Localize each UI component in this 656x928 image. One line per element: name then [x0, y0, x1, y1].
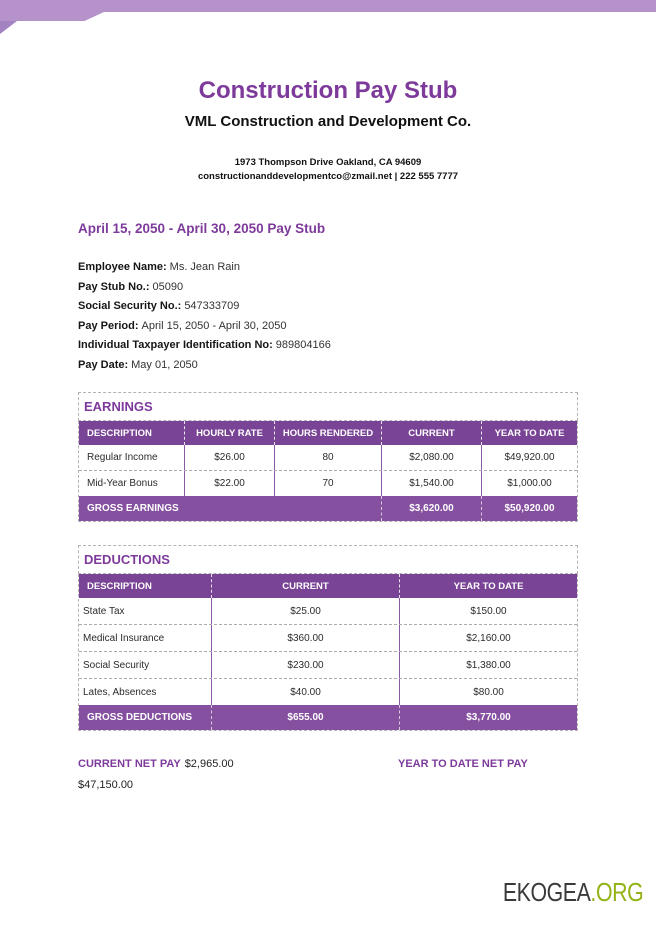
taxpayer-id-value: 989804166 [275, 339, 331, 351]
earnings-cell-current: $2,080.00 [381, 445, 481, 470]
gross-earnings-label: GROSS EARNINGS [87, 503, 179, 514]
deductions-header-current: CURRENT [211, 574, 399, 598]
social-security-row [78, 297, 578, 317]
pay-period-row [78, 317, 578, 337]
deductions-cell-description: State Tax [83, 605, 125, 617]
earnings-header-hours-rendered: HOURS RENDERED [274, 421, 381, 445]
net-pay-line-1 [78, 757, 578, 772]
earnings-cell-current: $1,540.00 [381, 471, 481, 496]
gross-deductions-current: $655.00 [211, 705, 399, 730]
earnings-table [78, 421, 578, 522]
current-net-pay-value: $2,965.00 [184, 758, 234, 770]
taxpayer-id-row [78, 336, 578, 356]
pay-date-value: May 01, 2050 [131, 358, 198, 371]
deductions-table [78, 574, 578, 731]
deductions-header-row [79, 574, 577, 598]
earnings-header-current: CURRENT [381, 421, 481, 445]
deductions-header-year-to-date: YEAR TO DATE [399, 574, 577, 598]
deductions-cell-current: $230.00 [211, 652, 399, 678]
pay-stub-no-label: Pay Stub No.: [78, 280, 150, 293]
earnings-header-hourly-rate: HOURLY RATE [184, 421, 274, 445]
company-address: 1973 Thompson Drive Oakland, CA 94609 [234, 157, 422, 168]
earnings-section-label: EARNINGS [84, 399, 153, 414]
gross-earnings-ytd: $50,920.00 [481, 496, 577, 521]
deductions-cell-description: Medical Insurance [83, 632, 165, 644]
earnings-section [78, 392, 578, 522]
earnings-header-description: DESCRIPTION [87, 428, 152, 439]
footer-brand-name: EKOGEA [502, 877, 591, 907]
deductions-row-social-security [79, 651, 577, 678]
earnings-cell-description: Regular Income [87, 452, 158, 463]
earnings-header-row [79, 421, 577, 445]
earnings-header-year-to-date: YEAR TO DATE [481, 421, 577, 445]
gross-deductions-label: GROSS DEDUCTIONS [87, 712, 193, 723]
earnings-cell-ytd: $49,920.00 [481, 445, 577, 470]
deductions-cell-ytd: $150.00 [399, 598, 577, 624]
deductions-cell-description: Lates, Absences [83, 686, 157, 698]
earnings-label-box [78, 392, 578, 421]
footer-brand-tld: .ORG [590, 877, 643, 907]
pay-period-label: Pay Period: [78, 319, 139, 332]
ytd-net-pay-value: $47,150.00 [78, 779, 134, 791]
deductions-section [78, 545, 578, 731]
deductions-cell-description: Social Security [83, 659, 150, 671]
net-pay-summary [78, 757, 578, 793]
earnings-cell-hourly-rate: $26.00 [184, 445, 274, 470]
taxpayer-id-label: Individual Taxpayer Identification No: [78, 339, 273, 351]
deductions-row-medical-insurance [79, 624, 577, 651]
social-security-value: 547333709 [184, 300, 240, 312]
social-security-label: Social Security No.: [78, 300, 182, 312]
gross-deductions-row [79, 705, 577, 730]
deductions-row-state-tax [79, 598, 577, 624]
earnings-cell-hours: 70 [274, 471, 381, 496]
gross-earnings-row [79, 496, 577, 521]
earnings-row-mid-year-bonus [79, 470, 577, 496]
earnings-cell-hourly-rate: $22.00 [184, 471, 274, 496]
pay-period-heading: April 15, 2050 - April 30, 2050 Pay Stub [78, 221, 326, 236]
employee-name-label: Employee Name: [78, 261, 167, 273]
gross-deductions-ytd: $3,770.00 [399, 705, 577, 730]
pay-stub-no-value: 05090 [152, 280, 184, 293]
gross-earnings-current: $3,620.00 [381, 496, 481, 521]
ytd-net-pay-label: YEAR TO DATE NET PAY [398, 758, 528, 770]
top-banner-corner-triangle [0, 21, 17, 34]
earnings-row-regular-income [79, 445, 577, 470]
earnings-cell-ytd: $1,000.00 [481, 471, 577, 496]
company-name: VML Construction and Development Co. [184, 113, 472, 130]
pay-date-row [78, 356, 578, 376]
deductions-cell-current: $360.00 [211, 625, 399, 651]
deductions-label-box [78, 545, 578, 574]
deductions-cell-ytd: $80.00 [399, 679, 577, 705]
earnings-cell-description: Mid-Year Bonus [87, 478, 158, 489]
employee-name-row [78, 258, 578, 278]
company-contact: constructionanddevelopmentco@zmail.net | 222 555 7777 [197, 171, 459, 182]
deductions-cell-ytd: $1,380.00 [399, 652, 577, 678]
deductions-cell-ytd: $2,160.00 [399, 625, 577, 651]
pay-period-value: April 15, 2050 - April 30, 2050 [141, 319, 287, 332]
current-net-pay-label: CURRENT NET PAY [78, 758, 181, 770]
earnings-cell-hours: 80 [274, 445, 381, 470]
page-content [78, 0, 578, 793]
pay-date-label: Pay Date: [78, 358, 129, 371]
deductions-header-description: DESCRIPTION [87, 581, 152, 592]
deductions-row-lates-absences [79, 678, 577, 705]
employee-name-value: Ms. Jean Rain [169, 261, 240, 273]
employee-details [78, 258, 578, 375]
page-title: Construction Pay Stub [198, 77, 458, 104]
deductions-cell-current: $40.00 [211, 679, 399, 705]
deductions-cell-current: $25.00 [211, 598, 399, 624]
deductions-section-label: DEDUCTIONS [84, 552, 170, 567]
pay-stub-no-row [78, 278, 578, 298]
company-contact-block [78, 156, 578, 184]
footer-brand [503, 877, 643, 908]
